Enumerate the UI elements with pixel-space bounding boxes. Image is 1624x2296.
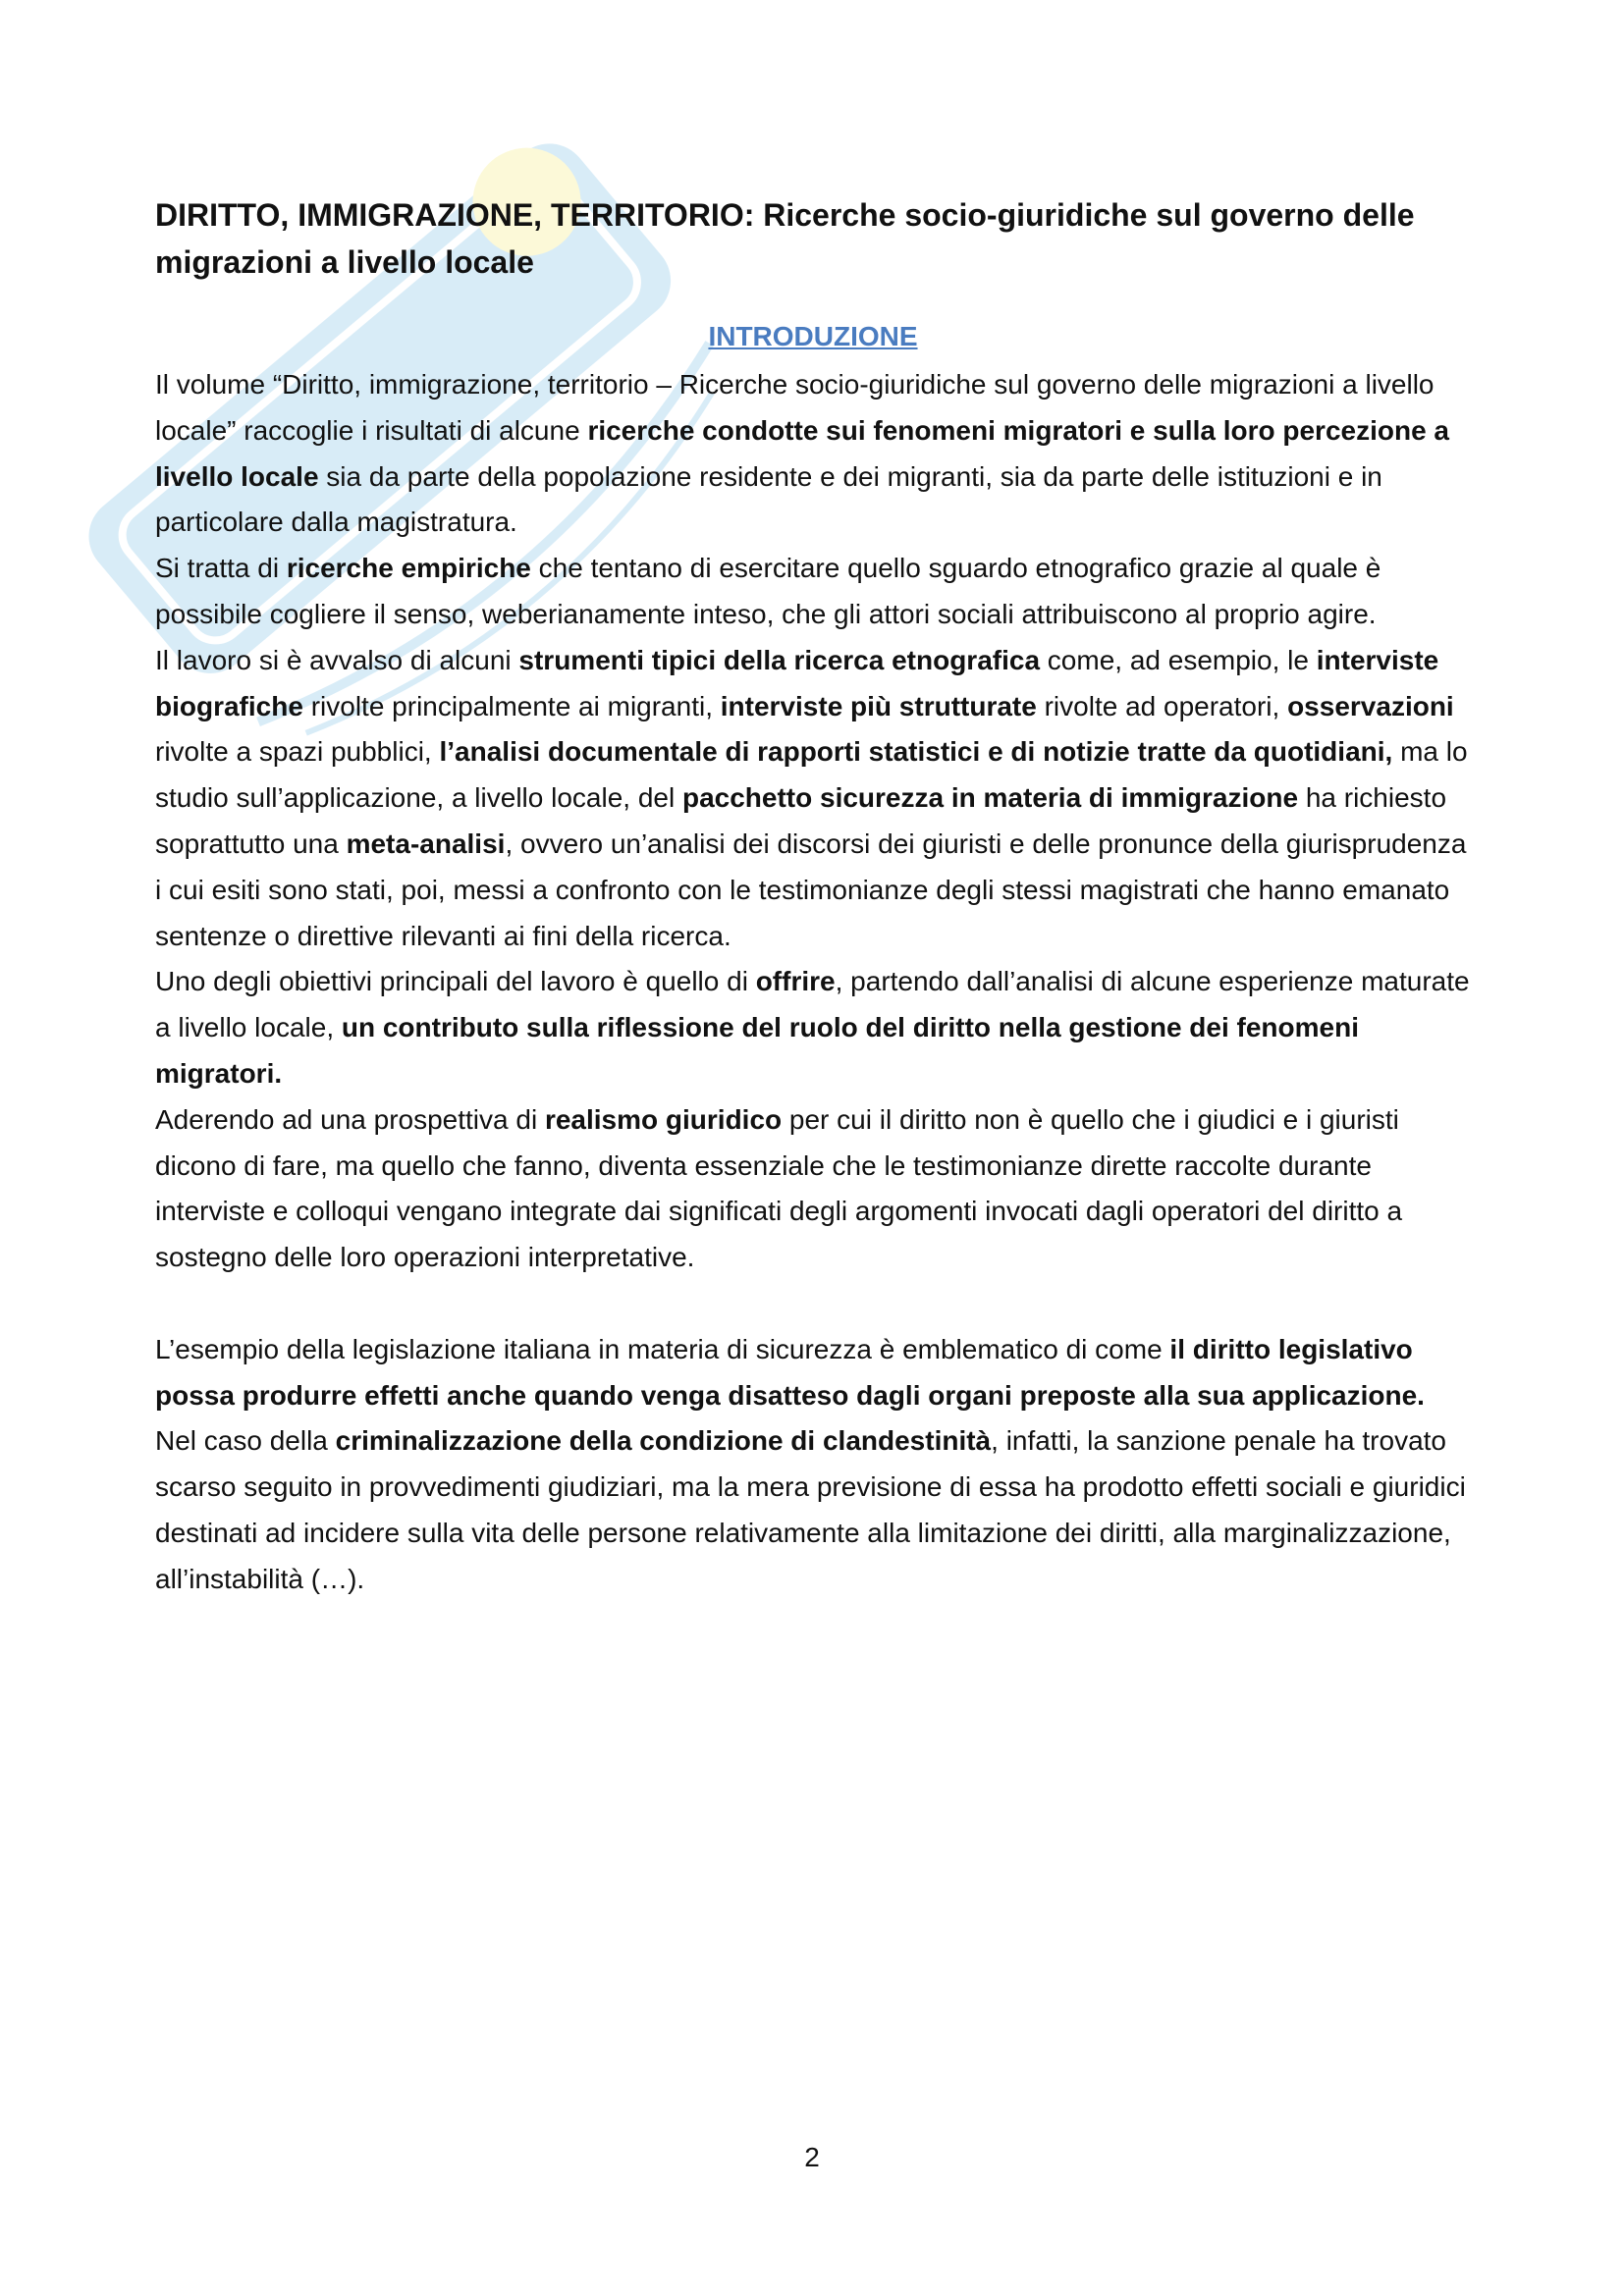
bold-text-run: pacchetto sicurezza in materia di immigrazione: [681, 782, 1299, 814]
text-run: ma lo studio sull’applicazione, a livello locale, del: [155, 736, 1468, 814]
document-title: DIRITTO, IMMIGRAZIONE, TERRITORIO: Ricerche socio-giuridiche sul governo delle migrazioni a livello locale: [155, 197, 1415, 280]
text-run: che tentano di esercitare quello sguardo etnografico grazie al quale è possibile cogliere il senso, weberianamente inteso, che gli attori sociali attribuiscono al proprio agire.: [155, 553, 1381, 629]
document-body: [155, 362, 1471, 1603]
bold-text-run: interviste più strutturate: [720, 690, 1037, 721]
body-paragraph: [155, 959, 1471, 1096]
bold-text-run: il diritto legislativo possa produrre effetti anche quando venga disatteso dagli organi preposte alla sua applicazione.: [155, 1333, 1425, 1411]
bold-text-run: l’analisi documentale di rapporti statistici e di notizie tratte da quotidiani,: [439, 736, 1393, 768]
bold-text-run: offrire: [755, 966, 836, 997]
body-paragraph: [155, 1327, 1471, 1419]
text-run: , partendo dall’analisi di alcune esperienze maturate a livello locale,: [155, 966, 1470, 1043]
bold-text-run: meta-analisi: [346, 828, 506, 859]
text-run: , infatti, la sanzione penale ha trovato scarso seguito in provvedimenti giudiziari, ma la mera previsione di essa ha prodotto effetti sociali e giuridici destinati ad incidere sulla vita delle persone relativamente alla limitazione dei diritti, alla marginalizzazione, all’instabilità (…).: [155, 1425, 1466, 1594]
text-run: sia da parte della popolazione residente e dei migranti, sia da parte delle istituzioni e in particolare dalla magistratura.: [155, 460, 1382, 538]
text-run: Nel caso della: [155, 1425, 336, 1457]
paragraph-spacer: [155, 1281, 1471, 1327]
text-run: Uno degli obiettivi principali del lavoro è quello di: [155, 966, 756, 997]
text-run: per cui il diritto non è quello che i giudici e i giuristi dicono di fare, ma quello che fanno, diventa essenziale che le testimonianze dirette raccolte durante interviste e colloqui vengano integrate dai significati degli argomenti invocati dagli operatori del diritto a sostegno delle loro operazioni interpretative.: [155, 1103, 1403, 1273]
body-paragraph: [155, 1097, 1471, 1281]
text-run: rivolte principalmente ai migranti,: [302, 690, 721, 721]
text-run: ha richiesto soprattutto una: [155, 782, 1447, 859]
section-heading-introduzione: INTRODUZIONE: [708, 321, 918, 351]
bold-text-run: osservazioni: [1287, 690, 1454, 721]
text-run: rivolte a spazi pubblici,: [155, 736, 440, 768]
text-run: , ovvero un’analisi dei discorsi dei giuristi e delle pronunce della giurisprudenza i cui esiti sono stati, poi, messi a confronto con le testimonianze degli stessi magistrati che hanno emanato sentenze o direttive rilevanti ai fini della ricerca.: [155, 828, 1467, 951]
body-paragraph: [155, 362, 1471, 546]
text-run: come, ad esempio, le: [1040, 644, 1317, 675]
bold-text-run: ricerche empiriche: [286, 553, 531, 584]
body-paragraph: [155, 638, 1471, 960]
text-run: Il volume “Diritto, immigrazione, territorio – Ricerche socio-giuridiche sul governo delle migrazioni a livello locale” raccoglie i risultati di alcune: [155, 369, 1435, 446]
body-paragraph: [155, 1418, 1471, 1602]
text-run: L’esempio della legislazione italiana in materia di sicurezza è emblematico di come: [155, 1333, 1170, 1364]
bold-text-run: interviste biografiche: [155, 644, 1439, 721]
bold-text-run: criminalizzazione della condizione di clandestinità: [335, 1425, 992, 1457]
document-page: [155, 191, 1471, 1603]
text-run: Il lavoro si è avvalso di alcuni: [155, 644, 519, 675]
bold-text-run: ricerche condotte sui fenomeni migratori e sulla loro percezione a livello locale: [155, 414, 1449, 492]
bold-text-run: un contributo sulla riflessione del ruolo del diritto nella gestione dei fenomeni migratori.: [155, 1012, 1359, 1089]
text-run: Aderendo ad una prospettiva di: [155, 1103, 545, 1135]
bold-text-run: realismo giuridico: [544, 1103, 783, 1135]
body-paragraph: [155, 546, 1471, 638]
text-run: Si tratta di: [155, 553, 287, 584]
text-run: rivolte ad operatori,: [1036, 690, 1288, 721]
page-number: 2: [804, 2142, 820, 2172]
bold-text-run: strumenti tipici della ricerca etnografica: [518, 644, 1041, 675]
